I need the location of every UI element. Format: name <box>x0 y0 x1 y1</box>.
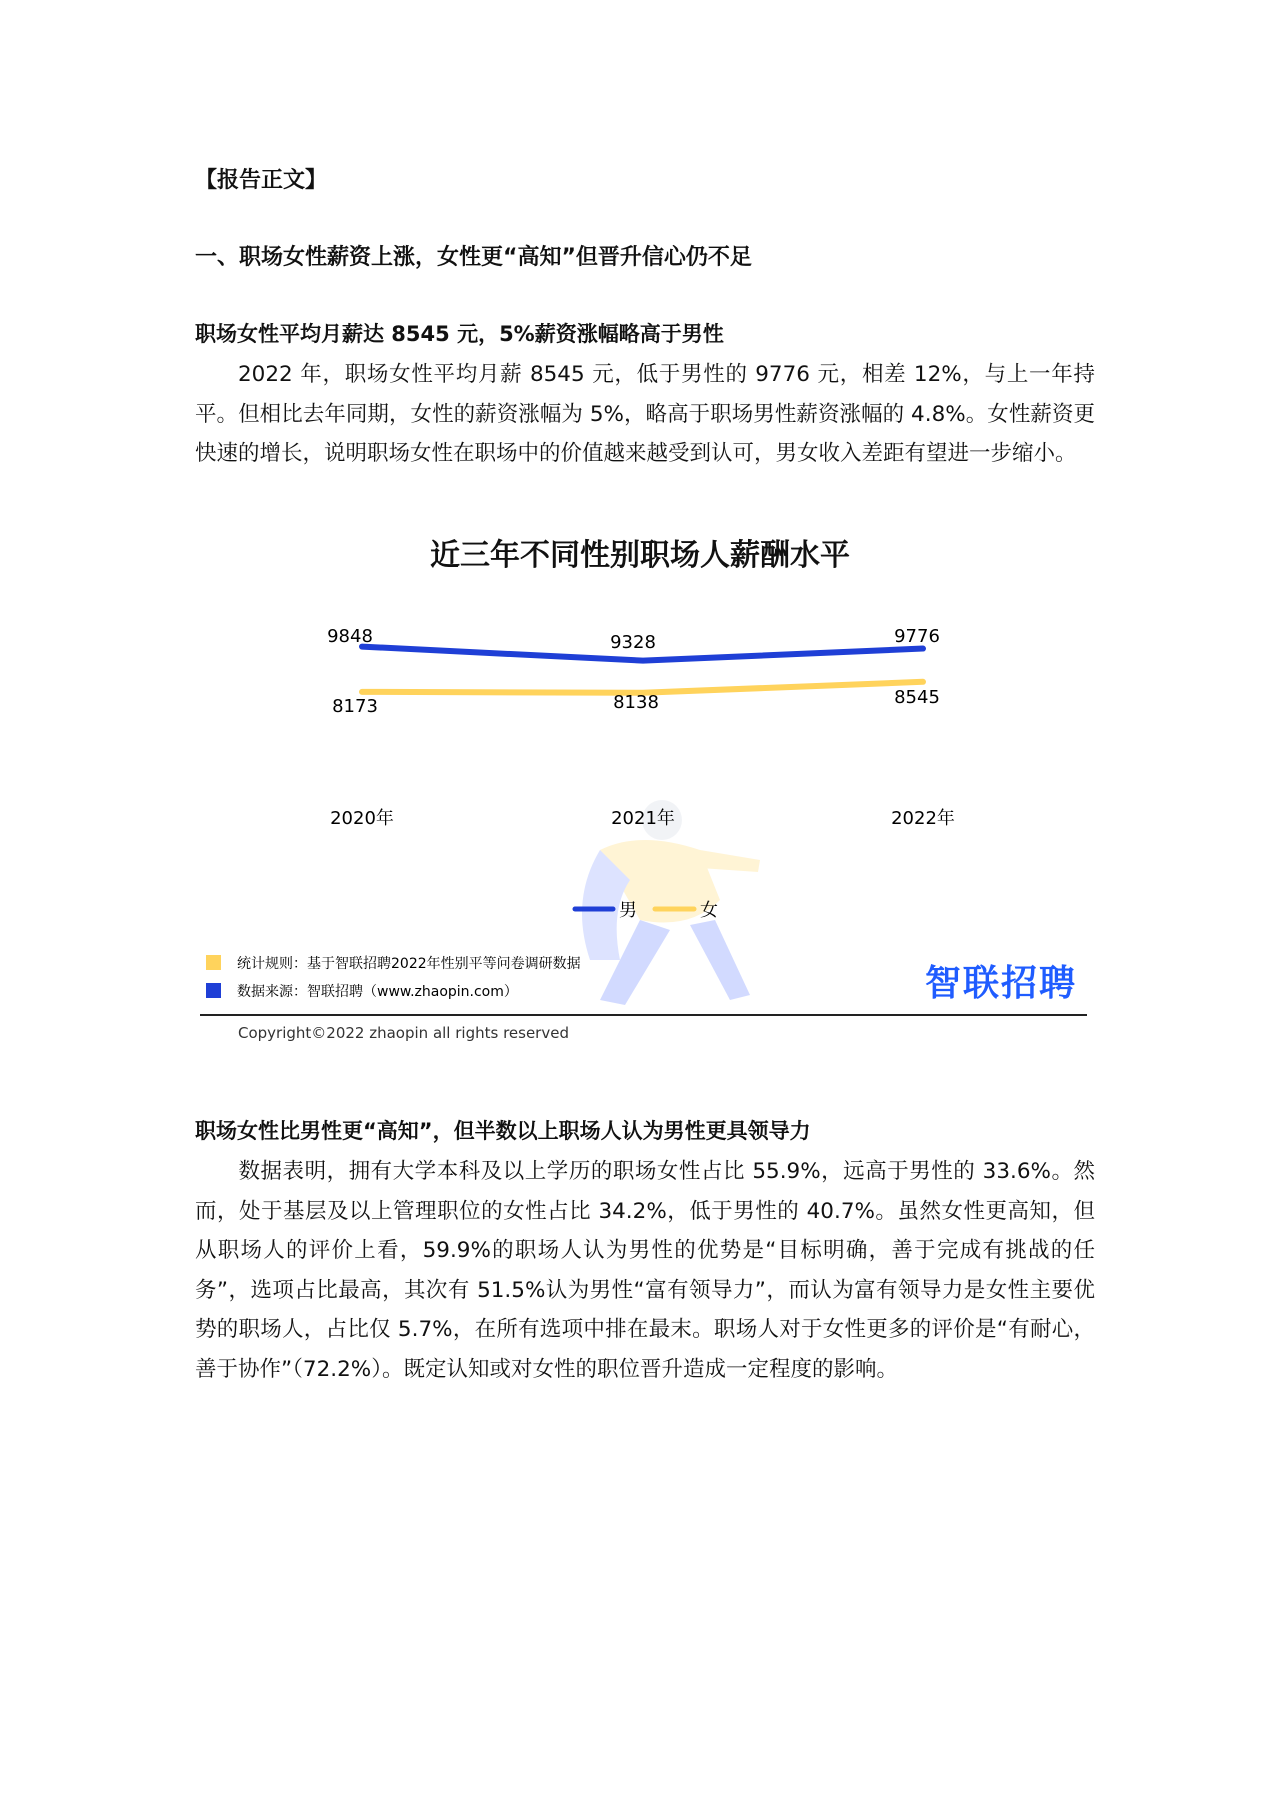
paragraph-salary <box>195 355 1095 474</box>
paragraph-education-text: 数据表明，拥有大学本科及以上学历的职场女性占比 55.9%，远高于男性的 33.6%。然而，处于基层及以上管理职位的女性占比 34.2%，低于男性的 40.7%。虽然女性更高知，但从职场人的评价上看，59.9%的职场人认为男性的优势是“目标明确，善于完成有挑战的任务”，选项占比最高，其次有 51.5%认为男性“富有领导力”，而认为富有领导力是女性主要优势的职场人，占比仅 5.7%，在所有选项中排在最末。职场人对于女性更多的评价是“有耐心，善于协作”（72.2%）。既定认知或对女性的职位晋升造成一定程度的影响。 <box>195 1159 1095 1382</box>
paragraph-education <box>195 1152 1095 1389</box>
x-tick-2021: 2021年 <box>611 808 675 829</box>
legend-label-female: 女 <box>700 900 718 921</box>
rule-note: 统计规则：基于智联招聘2022年性别平等问卷调研数据 <box>237 956 581 972</box>
bracket-heading: 【报告正文】 <box>195 168 328 193</box>
subheading-education: 职场女性比男性更“高知”，但半数以上职场人认为男性更具领导力 <box>195 1119 811 1143</box>
label-male-2021: 9328 <box>610 632 656 653</box>
chart-title: 近三年不同性别职场人薪酬水平 <box>430 538 850 573</box>
label-male-2022: 9776 <box>894 626 940 647</box>
label-female-2020: 8173 <box>332 696 378 717</box>
brand-logo: 智联招聘 <box>925 963 1078 1004</box>
section-heading: 一、职场女性薪资上涨，女性更“高知”但晋升信心仍不足 <box>195 245 752 270</box>
source-note: 数据来源：智联招聘（www.zhaopin.com） <box>237 984 518 1000</box>
x-tick-2020: 2020年 <box>330 808 394 829</box>
subheading-salary: 职场女性平均月薪达 8545 元，5%薪资涨幅略高于男性 <box>195 322 724 346</box>
source-note-swatch <box>206 983 221 998</box>
salary-line-chart <box>0 600 1280 1040</box>
label-female-2021: 8138 <box>613 692 659 713</box>
legend-label-male: 男 <box>619 900 637 921</box>
copyright-text: Copyright©2022 zhaopin all rights reserved <box>238 1024 569 1042</box>
rule-note-swatch <box>206 955 221 970</box>
runner-illustration <box>582 800 760 1005</box>
label-male-2020: 9848 <box>327 626 373 647</box>
label-female-2022: 8545 <box>894 687 940 708</box>
paragraph-salary-text: 2022 年，职场女性平均月薪 8545 元，低于男性的 9776 元，相差 12%，与上一年持平。但相比去年同期，女性的薪资涨幅为 5%，略高于职场男性薪资涨幅的 4.8%。女性薪资更快速的增长，说明职场女性在职场中的价值越来越受到认可，男女收入差距有望进一步缩小。 <box>195 362 1095 466</box>
x-tick-2022: 2022年 <box>891 808 955 829</box>
